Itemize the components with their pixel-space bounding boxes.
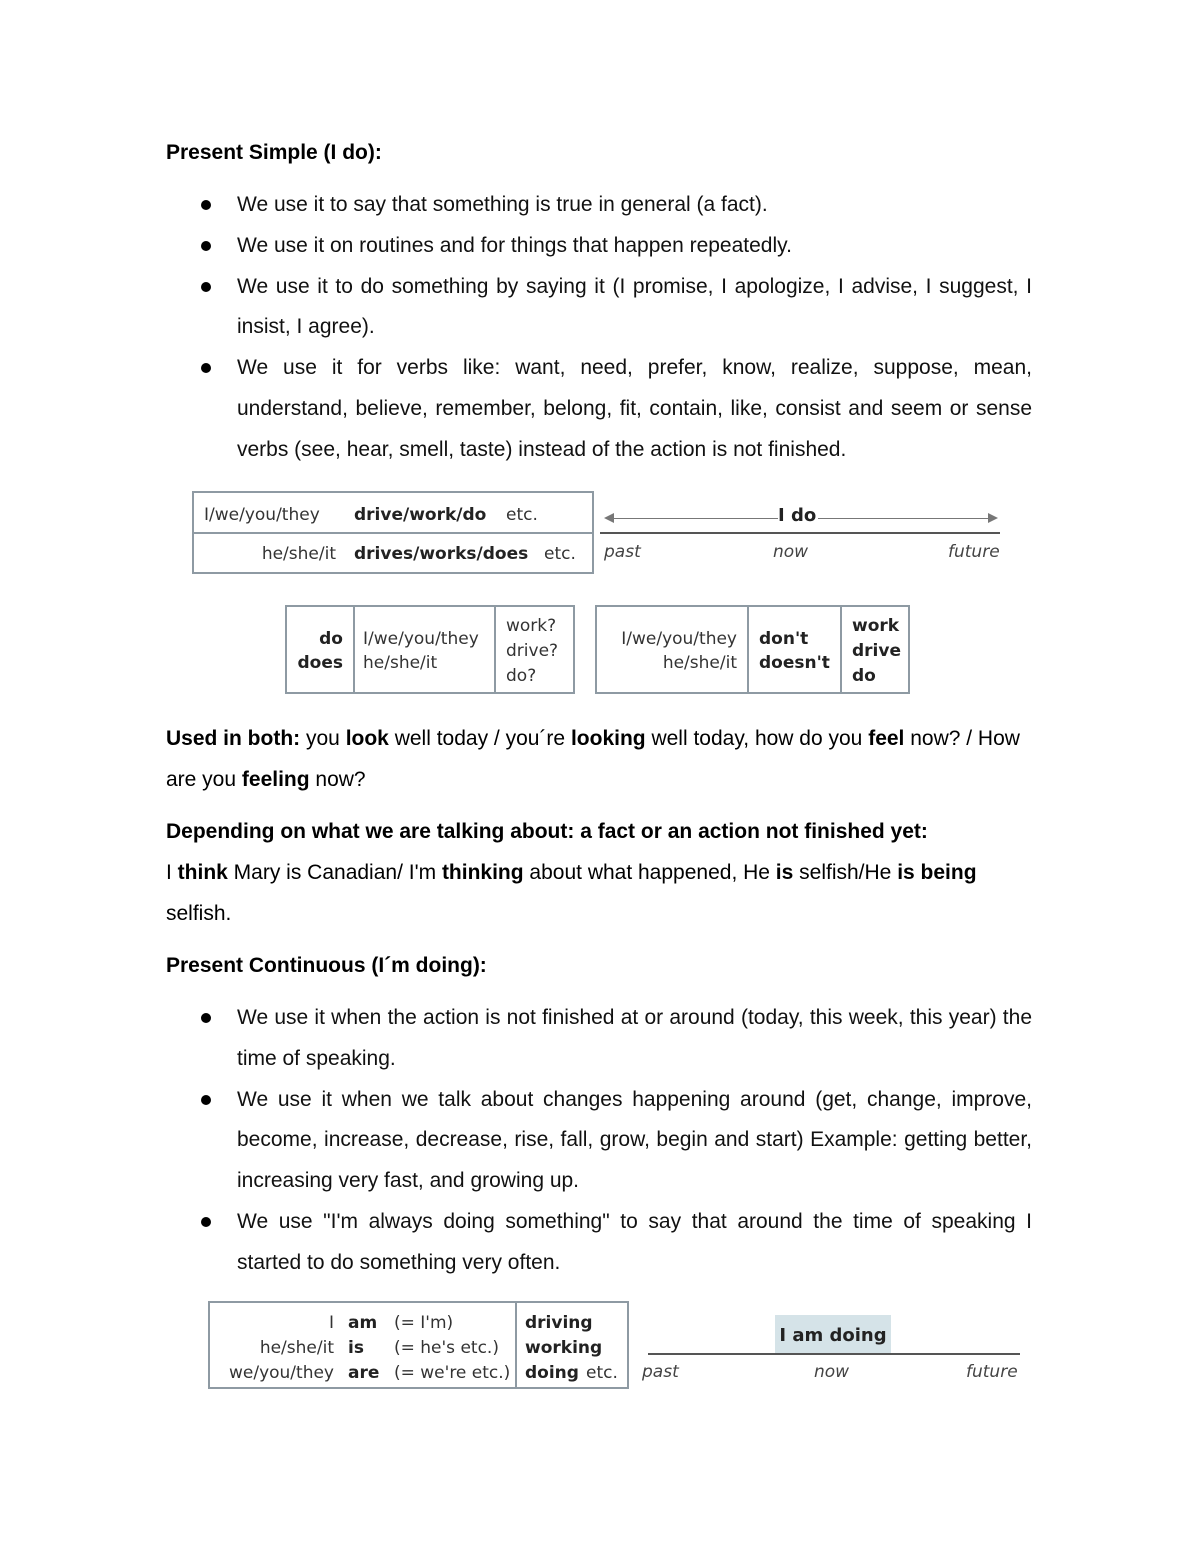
present-simple-question-table <box>285 605 575 694</box>
used-in-both-paragraph: Used in both: you look well today / you´re looking well today, how do you feel now? / How are you feeling now? <box>166 727 1020 791</box>
list-item: We use "I'm always doing something" to say that around the time of speaking I started to do something very often. <box>166 1202 1032 1284</box>
bullet-icon <box>201 1217 211 1227</box>
present-simple-negative-table <box>595 605 910 694</box>
timeline-arrow-line <box>818 518 990 519</box>
table-cell: he/she/it <box>363 653 438 673</box>
table-cell: do <box>852 666 876 686</box>
table-cell: etc. <box>586 1363 618 1383</box>
bullet-icon <box>201 282 211 292</box>
timeline-past: past <box>604 542 641 562</box>
arrow-left-icon <box>604 513 614 523</box>
list-item: We use it for verbs like: want, need, prefer, know, realize, suppose, mean, understand, believe, remember, belong, fit, contain, like, consist and seem or sense verbs (see, hear, smell, taste) instead of the action is not finished. <box>166 348 1032 470</box>
bullet-icon <box>201 1013 211 1023</box>
table-cell: (= we're etc.) <box>394 1363 511 1383</box>
table-cell: don't <box>759 629 809 649</box>
timeline-now: now <box>814 1362 850 1382</box>
list-item: We use it on routines and for things that happen repeatedly. <box>166 226 1032 267</box>
timeline-future: future <box>948 542 1000 562</box>
table-cell: (= I'm) <box>394 1313 454 1333</box>
table-divider <box>747 607 749 692</box>
table-cell: doing <box>525 1363 579 1383</box>
table-cell: I/we/you/they <box>204 505 320 525</box>
table-cell: am <box>348 1313 378 1333</box>
timeline-axis <box>648 1353 1020 1355</box>
timeline-label: I am doing <box>779 1325 887 1346</box>
table-cell: drive <box>852 641 901 661</box>
timeline-i-do <box>600 495 1010 575</box>
bullet-icon <box>201 200 211 210</box>
table-cell: do? <box>506 666 537 686</box>
table-cell: does <box>297 653 343 673</box>
table-cell: drives/works/does <box>354 544 529 564</box>
table-cell: (= he's etc.) <box>394 1338 499 1358</box>
list-item: We use it to say that something is true in general (a fact). <box>166 185 1032 226</box>
table-cell: are <box>348 1363 380 1383</box>
timeline-label: I do <box>778 505 817 526</box>
table-cell: we/you/they <box>228 1363 334 1383</box>
table-cell: I <box>328 1313 334 1333</box>
table-cell: he/she/it <box>261 544 336 564</box>
arrow-right-icon <box>988 513 998 523</box>
timeline-i-am-doing <box>642 1313 1028 1393</box>
timeline-future: future <box>966 1362 1018 1382</box>
list-item: We use it when the action is not finished at or around (today, this week, this year) the time of speaking. <box>166 998 1032 1080</box>
bullet-icon <box>201 241 211 251</box>
bullet-icon <box>201 363 211 373</box>
table-cell: he/she/it <box>259 1338 334 1358</box>
table-cell: work? <box>506 616 557 636</box>
timeline-arrow-line <box>608 518 778 519</box>
present-simple-bullets <box>166 185 1032 471</box>
present-simple-affirmative-table <box>192 491 594 574</box>
table-divider <box>194 532 592 534</box>
table-cell: is <box>348 1338 364 1358</box>
table-divider <box>494 607 496 692</box>
heading-depending: Depending on what we are talking about: a fact or an action not finished yet: <box>166 820 928 843</box>
table-cell: do <box>319 629 343 649</box>
table-cell: doesn't <box>759 653 830 673</box>
bullet-icon <box>201 1095 211 1105</box>
table-divider <box>353 607 355 692</box>
table-cell: work <box>852 616 900 636</box>
table-cell: etc. <box>506 505 538 525</box>
depending-paragraph: I think Mary is Canadian/ I'm thinking about what happened, He is selfish/He is being selfish. <box>166 861 977 925</box>
present-continuous-bullets <box>166 998 1032 1284</box>
table-cell: drive/work/do <box>354 505 487 525</box>
list-item: We use it when we talk about changes happening around (get, change, improve, become, increase, decrease, rise, fall, grow, begin and start) Example: getting better, increasing very fast, and growing up. <box>166 1080 1032 1202</box>
present-continuous-table <box>208 1301 629 1389</box>
table-cell: he/she/it <box>662 653 737 673</box>
heading-present-simple: Present Simple (I do): <box>166 141 382 164</box>
table-divider <box>840 607 842 692</box>
table-cell: working <box>525 1338 603 1358</box>
timeline-now: now <box>773 542 809 562</box>
list-item: We use it to do something by saying it (I promise, I apologize, I advise, I suggest, I insist, I agree). <box>166 267 1032 349</box>
table-cell: driving <box>525 1313 593 1333</box>
timeline-past: past <box>642 1362 679 1382</box>
timeline-axis <box>600 532 1000 534</box>
table-cell: drive? <box>506 641 559 661</box>
table-divider <box>515 1303 517 1387</box>
table-cell: I/we/you/they <box>363 629 479 649</box>
table-cell: I/we/you/they <box>621 629 737 649</box>
table-cell: etc. <box>544 544 576 564</box>
heading-present-continuous: Present Continuous (I´m doing): <box>166 954 487 977</box>
